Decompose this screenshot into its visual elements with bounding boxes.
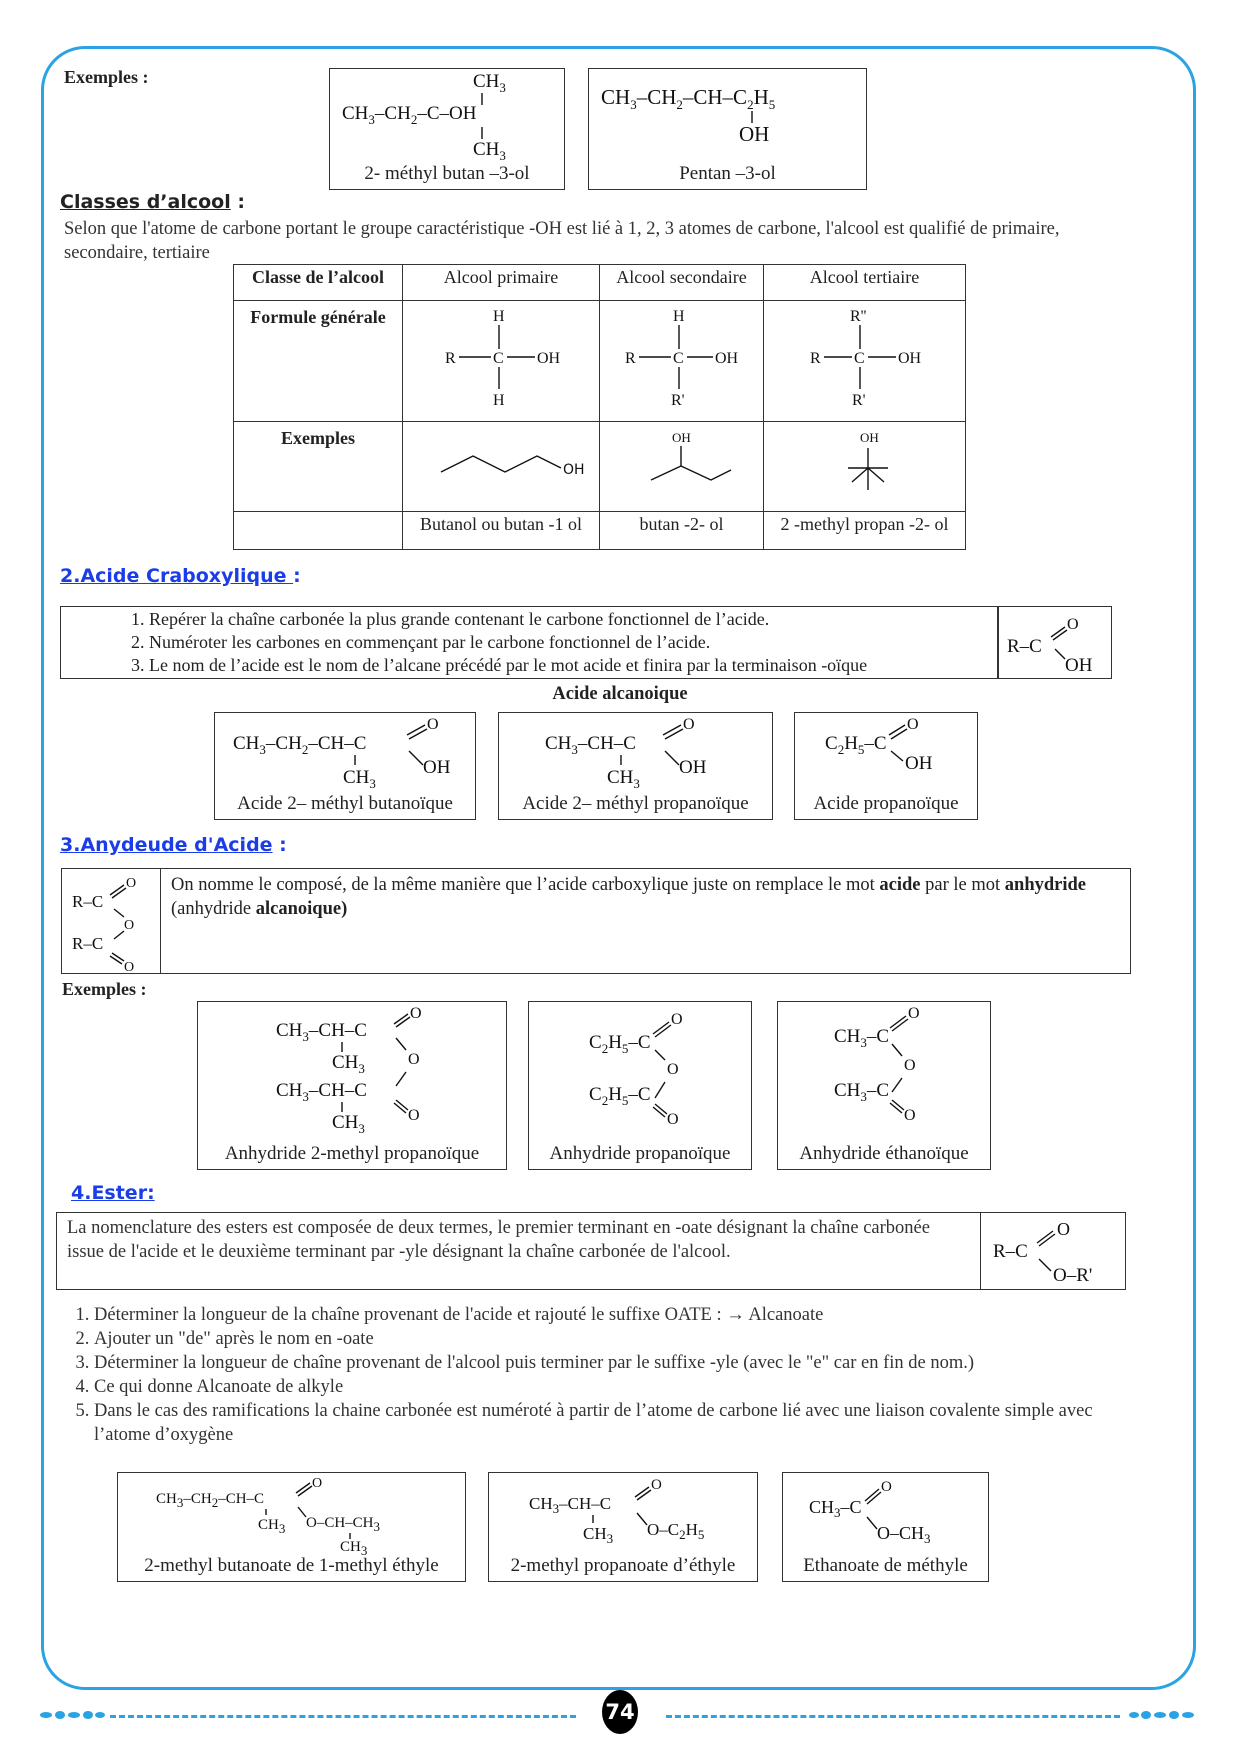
svg-text:O: O [683,716,695,733]
svg-text:CH3: $CH_3$ [583,1524,614,1546]
svg-text:CH3: $CH_3$ [473,139,506,163]
svg-text:CH3: $CH_3$ [607,767,640,791]
ester-example-box-3 [782,1472,989,1582]
svg-text:O: O [881,1479,892,1495]
svg-text:O–C2H5: $O-C_2H_5$ [647,1520,705,1542]
svg-text:C2H5–C: $C_2H_5-C$ [589,1084,651,1108]
svg-text:OH: OH [905,753,933,774]
svg-text:O: O [124,960,135,975]
acid-step-1: 1. Repérer la chaîne carbonée la plus grande contenant le carbone fonctionnel de l’acide. [149,608,997,631]
svg-text:O: O [904,1107,916,1124]
ester-example-caption-1: 2-methyl butanoate de 1-methyl éthyle [144,1555,439,1576]
footer-ornament-right [1128,1708,1196,1722]
anhydride-example-box-1 [197,1001,507,1170]
svg-text:C: C [493,350,504,367]
ester-general-formula [980,1212,1126,1290]
ester-step-5: 5. Dans le cas des ramifications la chaine carbonée est numéroté à partir de l’atome de carbone lié avec une liaison covalente simple avec l’atome d’oxygène [94,1399,1104,1447]
svg-text:C: C [672,350,684,367]
svg-text:H: H [493,308,505,325]
footer-ornament-left [38,1708,106,1722]
svg-text:OH: OH [714,350,738,367]
svg-text:O: O [410,1005,422,1022]
ester-example-caption-3: Ethanoate de méthyle [803,1555,968,1576]
classes-text: Selon que l'atome de carbone portant le groupe caractéristique -OH est lié à 1, 2, 3 atomes de carbone, l'alcool est qualifié de primaire, secondaire, tertiaire [64,219,1060,263]
acid-example-caption-3: Acide propanoïque [813,793,959,814]
svg-text:CH3: $CH_3$ [332,1112,365,1136]
anhydride-heading: 3.Anydeude d'Acide : [60,834,287,856]
svg-text:O: O [671,1011,683,1028]
svg-text:R–C: R–C [72,892,104,911]
examples-label: Exemples : [64,67,149,87]
table-header-tertiary: Alcool tertiaire [764,265,966,301]
example-box-2 [588,68,867,190]
footer-line-left [110,1715,576,1718]
svg-text:CH3–C: $CH_3-C$ [809,1497,862,1520]
acid-rules-box [60,606,998,679]
svg-text:O: O [126,876,137,891]
svg-text:CH3–C: $CH_3-C$ [834,1080,890,1104]
svg-text:OH: OH [537,350,561,367]
svg-text:CH3–CH–C: $CH_3-CH-C$ [276,1080,367,1104]
svg-text:O: O [667,1061,679,1078]
anhydride-example-caption-3: Anhydride éthanoïque [799,1143,969,1164]
acid-general-name: Acide alcanoique [552,684,688,704]
svg-text:O: O [1067,616,1079,633]
ester-step-1: 1. Déterminer la longueur de la chaîne provenant de l'acide et rajouté le suffixe OATE : → Alcanoate [94,1303,1104,1327]
svg-text:R'': R'' [850,308,867,325]
ester-heading: 4.Ester: [71,1182,155,1204]
svg-text:CH3: $CH_3$ [332,1052,365,1076]
ester-step-2: 2. Ajouter un "de" après le nom en -oate [94,1327,1104,1351]
svg-text:H: H [493,392,505,409]
svg-text:CH3–C: $CH_3-C$ [834,1026,890,1050]
svg-text:C2H5–C: $C_2H_5-C$ [589,1032,651,1056]
formula-primary [403,301,600,422]
acid-steps [61,607,997,677]
anhydride-example-caption-2: Anhydride propanoïque [549,1143,731,1164]
svg-text:OH: OH [898,350,922,367]
skeletal-2-methylpropan-2-ol [764,422,966,512]
table-label-examples: Exemples [234,422,403,512]
structure-2-methylbutan-3-ol [330,69,566,169]
svg-text:O: O [667,1111,679,1128]
classes-heading: Classes d’alcool : [60,191,245,213]
structure-pentan-3-ol [589,69,868,169]
svg-text:OH: OH [739,122,770,146]
skeletal-butanol [403,422,600,512]
anhydride-example-box-2 [528,1001,752,1170]
acid-example-box-3 [794,712,978,820]
acid-example-box-1 [214,712,476,820]
svg-text:CH3–CH–C: $CH_3-CH-C$ [276,1020,367,1044]
example-caption-1: 2- méthyl butan –3-ol [364,163,530,184]
svg-text:OH: OH [671,430,691,445]
acid-step-3: 3. Le nom de l’acide est le nom de l’alcane précédé par le mot acide et finira par la terminaison -oïque [149,654,997,677]
ester-example-box-2 [488,1472,758,1582]
ester-rule-box: La nomenclature des esters est composée de deux termes, le premier terminant en -oate désignant la chaîne carbonée issue de l'acide et le deuxième terminant par -yle désignant la chaîne carbonée de l'alcool. [56,1212,981,1290]
svg-text:O: O [904,1057,916,1074]
svg-text:CH3: CH3 [340,1539,368,1555]
svg-text:CH3: CH3 [258,1517,286,1536]
svg-text:R': R' [670,392,685,409]
svg-text:OH: OH [679,757,707,778]
table-empty-cell [234,512,403,550]
table-header-primary: Alcool primaire [403,265,600,301]
svg-text:O: O [651,1477,662,1493]
svg-text:O: O [408,1051,420,1068]
alcohol-class-table [233,264,966,550]
svg-text:O: O [1057,1219,1070,1239]
footer-line-right [666,1715,1120,1718]
example-name-primary: Butanol ou butan -1 ol [403,512,600,550]
svg-text:R–C: R–C [993,1241,1028,1262]
svg-text:CH3: $CH_3$ [473,71,506,95]
acid-example-caption-1: Acide 2– méthyl butanoïque [237,793,453,814]
svg-text:C: C [854,350,865,367]
svg-text:CH3–CH2–C–OH: $CH_3-CH_2-C-OH$ [342,103,477,127]
svg-text:O: O [908,1005,920,1022]
example-name-tertiary: 2 -methyl propan -2- ol [764,512,966,550]
svg-text:R: R [624,350,636,367]
acid-example-box-2 [498,712,773,820]
svg-text:OH: OH [1065,655,1093,676]
ester-step-3: 3. Déterminer la longueur de chaîne provenant de l'alcool puis terminer par le suffixe -yle (avec le "e" car en fin de nom.) [94,1351,1104,1375]
svg-text:R: R [445,350,456,367]
svg-text:CH3–CH2–CH–C: $CH_3-CH_2-CH-C$ [233,733,367,757]
svg-text:CH3–CH–C: $CH_3-CH-C$ [529,1494,612,1516]
svg-text:O–CH3: $O-CH_3$ [877,1523,931,1546]
acid-general-formula [998,606,1112,679]
example-box-1 [329,68,565,190]
svg-text:CH3–CH–C: $CH_3-CH-C$ [545,733,636,757]
svg-text:O: O [124,918,135,933]
svg-text:CH3–CH2–CH–C: CH3–CH2–CH–C [156,1491,265,1510]
ester-steps [60,1303,1104,1447]
svg-text:R': R' [852,392,866,409]
svg-text:O: O [312,1476,323,1491]
table-label-formula: Formule générale [234,301,403,422]
svg-text:H: H [672,308,685,325]
anhydride-rule-box: On nomme le composé, de la même manière que l’acide carboxylique juste on remplace le mot acide par le mot anhydride (anhydride alcanoique) [160,868,1131,974]
table-header-class: Classe de l’alcool [234,265,403,301]
acid-heading: 2.Acide Craboxylique : [60,565,301,587]
skeletal-butan-2-ol [600,422,764,512]
svg-text:R–C: R–C [1007,636,1042,657]
ester-example-box-1 [117,1472,466,1582]
svg-text:OH: OH [563,462,585,478]
acid-example-caption-2: Acide 2– méthyl propanoïque [522,793,749,814]
anhydride-example-caption-1: Anhydride 2-methyl propanoïque [224,1143,480,1164]
anhydride-examples-label: Exemples : [62,979,147,999]
svg-text:R–C: R–C [72,934,104,953]
formula-tertiary [764,301,966,422]
svg-text:O: O [427,716,439,733]
svg-text:OH: OH [423,757,451,778]
svg-text:OH: OH [860,430,879,445]
page-number: 74 [602,1690,638,1734]
svg-text:CH3: $CH_3$ [343,767,376,791]
svg-text:O: O [408,1107,420,1124]
svg-text:O–R': O–R' [1053,1265,1093,1286]
example-caption-2: Pentan –3-ol [679,163,776,184]
svg-text:C2H5–C: $C_2H_5-C$ [825,733,887,757]
svg-text:R: R [810,350,821,367]
example-name-secondary: butan -2- ol [600,512,764,550]
formula-secondary [600,301,764,422]
anhydride-general-formula [61,868,161,974]
acid-step-2: 2. Numéroter les carbones en commençant par le carbone fonctionnel de l’acide. [149,631,997,654]
svg-text:O: O [907,716,919,733]
svg-text:CH3–CH2–CH–C2H5: $CH_3-CH_2-CH-C_2H_5$ [601,85,776,112]
ester-example-caption-2: 2-methyl propanoate d’éthyle [510,1555,736,1576]
svg-text:O–CH–CH3: O–CH–CH3 [306,1515,381,1534]
table-header-secondary: Alcool secondaire [600,265,764,301]
ester-step-4: 4. Ce qui donne Alcanoate de alkyle [94,1375,1104,1399]
anhydride-example-box-3 [777,1001,991,1170]
